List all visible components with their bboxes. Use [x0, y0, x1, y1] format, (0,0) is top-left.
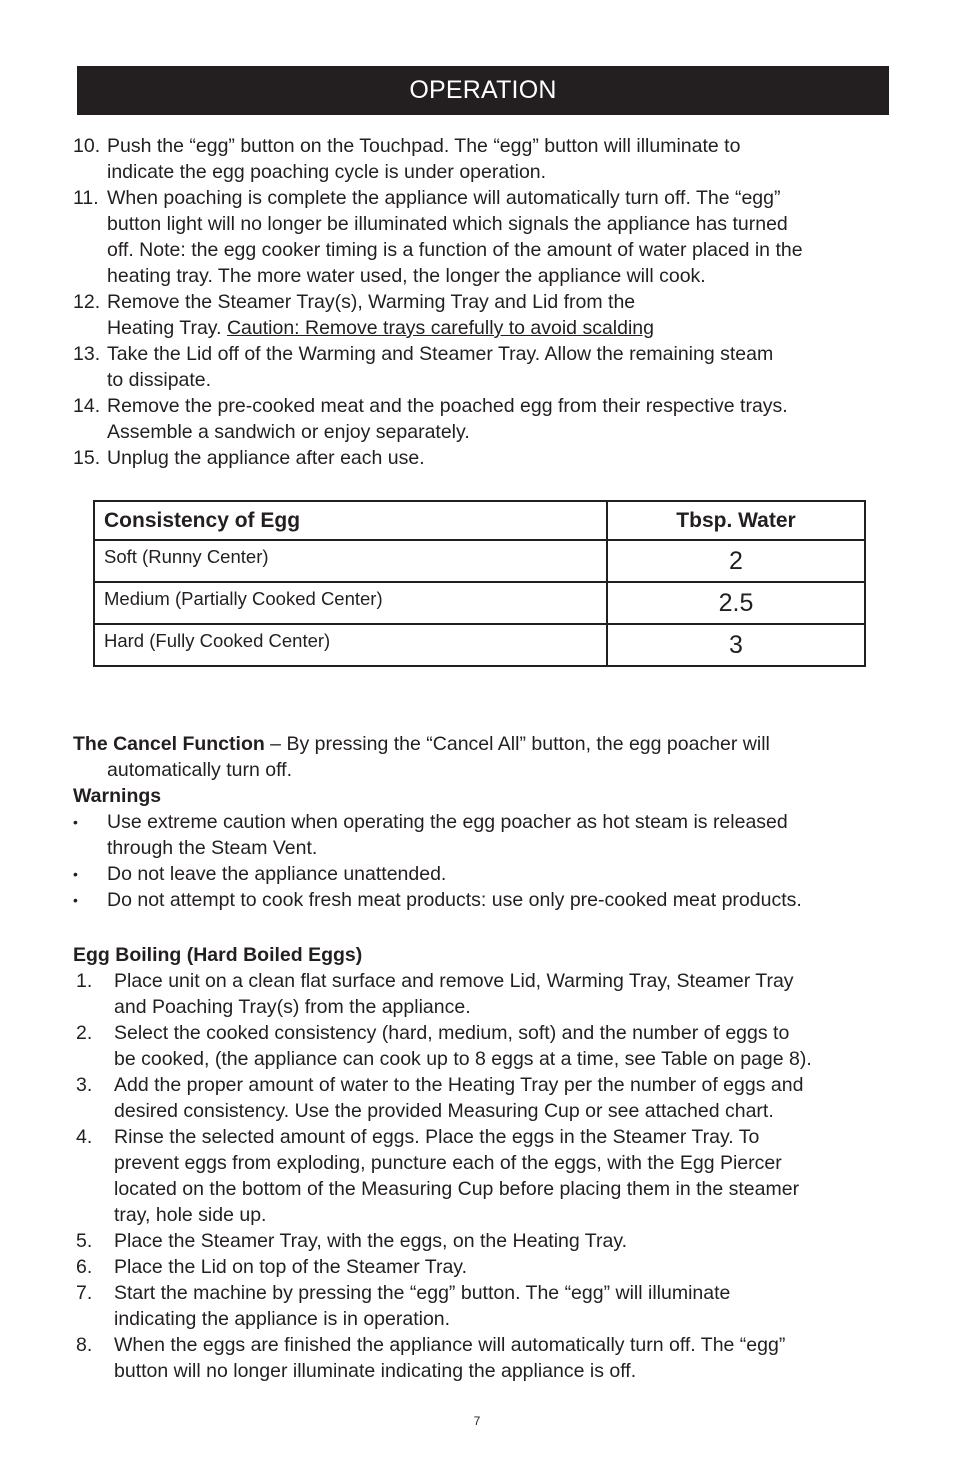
item-text: Start the machine by pressing the “egg” button. The “egg” will illuminate — [114, 1282, 731, 1304]
item-text: indicating the appliance is in operation. — [114, 1308, 451, 1330]
item-text: desired consistency. Use the provided Measuring Cup or see attached chart. — [114, 1100, 774, 1122]
column-header: Consistency of Egg — [94, 501, 607, 540]
item-number: 8. — [76, 1334, 93, 1356]
warning-item — [73, 861, 903, 887]
operation-steps — [73, 133, 903, 471]
item-number: 4. — [76, 1126, 93, 1148]
step-text: button light will no longer be illuminated which signals the appliance has turned — [107, 213, 788, 235]
list-item — [73, 1072, 903, 1124]
bullet-icon: • — [73, 866, 78, 882]
step-10 — [73, 133, 903, 185]
step-text: Assemble a sandwich or enjoy separately. — [107, 421, 470, 443]
list-item — [73, 1228, 903, 1254]
table-header-row — [94, 501, 865, 540]
list-item — [73, 1020, 903, 1072]
section-title: OPERATION — [409, 76, 557, 104]
table-row — [94, 582, 865, 624]
item-text: Select the cooked consistency (hard, medium, soft) and the number of eggs to — [114, 1022, 790, 1044]
bullet-icon: • — [73, 892, 78, 908]
step-text: Remove the pre-cooked meat and the poached egg from their respective trays. — [107, 395, 788, 417]
cancel-and-warnings — [73, 731, 903, 913]
table-cell: 3 — [607, 624, 865, 666]
item-text: located on the bottom of the Measuring Cup before placing them in the steamer — [114, 1178, 800, 1200]
warning-text: Use extreme caution when operating the egg poacher as hot steam is released — [107, 811, 788, 833]
item-text: prevent eggs from exploding, puncture each of the eggs, with the Egg Piercer — [114, 1152, 782, 1174]
cancel-text: – By pressing the “Cancel All” button, the egg poacher will — [264, 733, 770, 755]
column-header: Tbsp. Water — [607, 501, 865, 540]
step-text: Take the Lid off of the Warming and Steamer Tray. Allow the remaining steam — [107, 343, 774, 365]
table-row — [94, 624, 865, 666]
step-text: to dissipate. — [107, 369, 212, 391]
table-cell: Hard (Fully Cooked Center) — [94, 624, 607, 666]
cancel-paragraph — [73, 731, 903, 757]
item-number: 1. — [76, 970, 93, 992]
step-number: 14. — [73, 395, 101, 417]
item-number: 2. — [76, 1022, 93, 1044]
bullet-icon: • — [73, 814, 78, 830]
list-item — [73, 968, 903, 1020]
warning-item — [73, 809, 903, 861]
item-number: 7. — [76, 1282, 93, 1304]
item-text: Add the proper amount of water to the Heating Tray per the number of eggs and — [114, 1074, 804, 1096]
item-text: Place the Steamer Tray, with the eggs, on the Heating Tray. — [114, 1230, 628, 1252]
step-number: 15. — [73, 447, 101, 469]
list-item — [73, 1332, 903, 1384]
step-text: Unplug the appliance after each use. — [107, 447, 425, 469]
egg-boiling-steps — [73, 968, 903, 1384]
step-11 — [73, 185, 903, 289]
item-text: and Poaching Tray(s) from the appliance. — [114, 996, 471, 1018]
item-text: tray, hole side up. — [114, 1204, 267, 1226]
step-13 — [73, 341, 903, 393]
item-text: be cooked, (the appliance can cook up to 8 eggs at a time, see Table on page 8). — [114, 1048, 812, 1070]
item-number: 5. — [76, 1230, 93, 1252]
item-number: 6. — [76, 1256, 93, 1278]
table-cell: Soft (Runny Center) — [94, 540, 607, 582]
table-cell: Medium (Partially Cooked Center) — [94, 582, 607, 624]
step-14 — [73, 393, 903, 445]
table-cell: 2 — [607, 540, 865, 582]
warning-text: through the Steam Vent. — [107, 837, 318, 859]
warning-item — [73, 887, 903, 913]
consistency-table — [93, 500, 866, 667]
page-number: 7 — [473, 1414, 481, 1428]
table-row — [94, 540, 865, 582]
list-item — [73, 1124, 903, 1228]
step-12 — [73, 289, 903, 341]
egg-boiling-heading: Egg Boiling (Hard Boiled Eggs) — [73, 944, 363, 966]
list-item — [73, 1280, 903, 1332]
step-text: heating tray. The more water used, the longer the appliance will cook. — [107, 265, 706, 287]
step-text: Remove the Steamer Tray(s), Warming Tray and Lid from the — [107, 291, 636, 313]
table-cell: 2.5 — [607, 582, 865, 624]
step-text: Push the “egg” button on the Touchpad. The “egg” button will illuminate to — [107, 135, 741, 157]
item-text: When the eggs are finished the appliance will automatically turn off. The “egg” — [114, 1334, 786, 1356]
list-item — [73, 1254, 903, 1280]
item-text: button will no longer illuminate indicating the appliance is off. — [114, 1360, 637, 1382]
step-text: off. Note: the egg cooker timing is a function of the amount of water placed in the — [107, 239, 803, 261]
step-text: When poaching is complete the appliance will automatically turn off. The “egg” — [107, 187, 781, 209]
step-15 — [73, 445, 903, 471]
caution-text: Caution: Remove trays carefully to avoid scalding — [226, 317, 654, 339]
step-number: 13. — [73, 343, 101, 365]
section-header — [77, 66, 889, 115]
step-number: 10. — [73, 135, 101, 157]
item-text: Place unit on a clean flat surface and remove Lid, Warming Tray, Steamer Tray — [114, 970, 794, 992]
item-number: 3. — [76, 1074, 93, 1096]
warning-text: Do not leave the appliance unattended. — [107, 863, 447, 885]
step-number: 11. — [73, 187, 99, 209]
warnings-heading: Warnings — [73, 785, 162, 807]
step-text: Heating Tray. — [107, 317, 227, 339]
step-text: indicate the egg poaching cycle is under operation. — [107, 161, 547, 183]
cancel-text: automatically turn off. — [107, 759, 292, 781]
cancel-label: The Cancel Function — [73, 733, 265, 755]
item-text: Rinse the selected amount of eggs. Place the eggs in the Steamer Tray. To — [114, 1126, 760, 1148]
item-text: Place the Lid on top of the Steamer Tray. — [114, 1256, 468, 1278]
warning-text: Do not attempt to cook fresh meat products: use only pre-cooked meat products. — [107, 889, 802, 911]
step-number: 12. — [73, 291, 101, 313]
